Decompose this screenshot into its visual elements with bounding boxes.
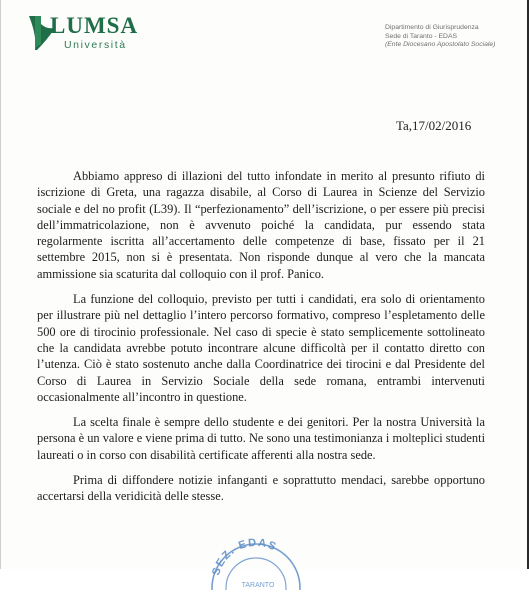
paragraph-1: Abbiamo appreso di illazioni del tutto infondate in merito al presunto rifiuto di iscrizione di Greta, una ragazza disabile, al Corso di Laurea in Scienze del Servizio sociale e del no profit (L39). Il “perfezionamento” dell’iscrizione, o per essere più precisi dell’immatricolazione, non è avvenuto poiché la candidata, pur essendo stata regolarmente iscritta all’accertamento delle competenze di base, fissato per il 21 settembre 2015, non si è presentata. Non risponde dunque al vero che la mancata ammissione sia scaturita dal colloquio con il prof. Panico. [37, 169, 485, 281]
logo-wordmark: LUMSA [50, 13, 139, 38]
lumsa-logo [27, 14, 142, 54]
official-stamp [200, 530, 310, 590]
logo-subtitle: Università [64, 39, 127, 51]
paragraph-4: Prima di diffondere notizie infanganti e soprattutto mendaci, sarebbe opportuno accertarsi della veridicità delle stesse. [37, 473, 485, 504]
department-seat: Sede di Taranto - EDAS [385, 32, 458, 40]
department-entity: (Ente Diocesano Apostolato Sociale) [385, 41, 496, 49]
department-name: Dipartimento di Giurisprudenza [385, 24, 479, 31]
stamp-top-text: SEZ. EDAS [210, 536, 279, 577]
letter-date: Ta,17/02/2016 [396, 118, 472, 133]
department-header [385, 24, 525, 50]
paragraph-2: La funzione del colloquio, previsto per tutti i candidati, era solo di orientamento per illustrare più nel dettaglio l’intero percorso formativo, compreso l’espletamento delle 500 ore di tirocinio professionale. Nel caso di specie è stato semplicemente sottolineato che la candidata avrebbe potuto incontrare alcune difficoltà per il contatto diretto con l’utenza. Ciò è stato sostenuto anche dalla Coordinatrice dei tirocini e dal Presidente del Corso di Laurea in Servizio Sociale della sede romana, entrambi intervenuti occasionalmente all’incontro in questione. [37, 292, 485, 404]
page-edge-left [0, 0, 1, 569]
paragraph-3: La scelta finale è sempre dello studente e dei genitori. Per la nostra Università la persona è un valore e viene prima di tutto. Ne sono una testimonianza i molteplici studenti laureati o in corso con disabilità certificate afferenti alla nostra sede. [37, 415, 486, 462]
stamp-inner-text: TARANTO [241, 582, 275, 589]
letter-body [37, 168, 485, 514]
stamp-seal-icon [200, 530, 310, 590]
svg-text:SEZ. EDAS [210, 537, 279, 577]
